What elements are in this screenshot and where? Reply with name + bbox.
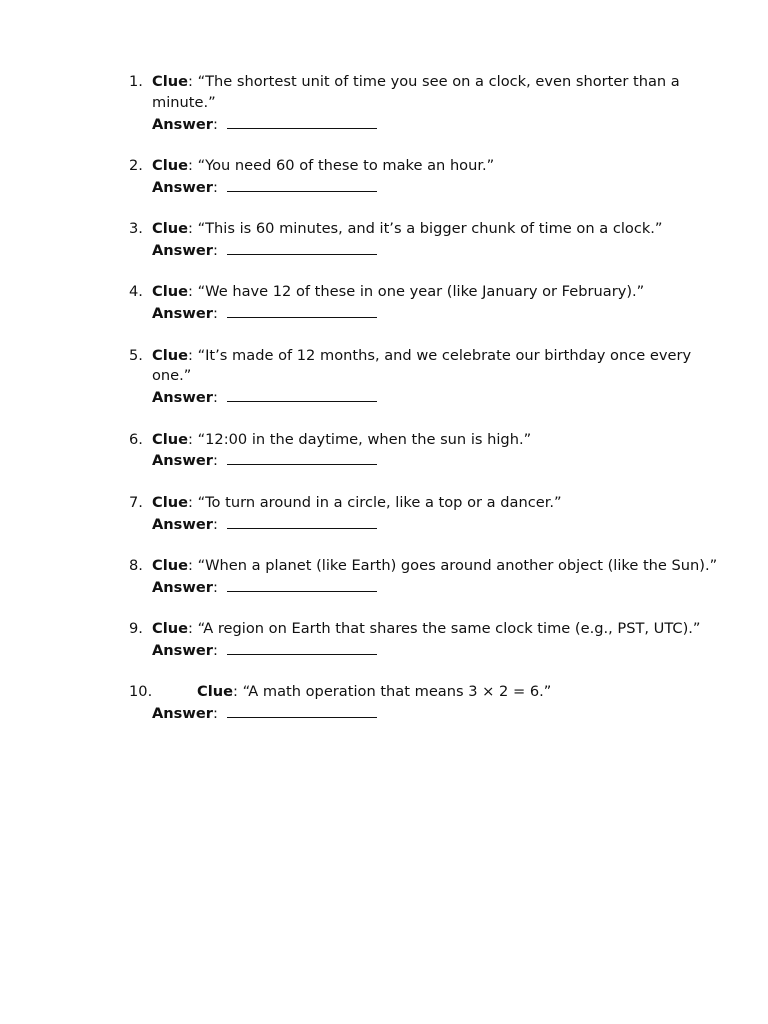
- separator: :: [212, 515, 223, 533]
- answer-label: Answer: [152, 578, 213, 596]
- answer-line: [152, 640, 719, 662]
- separator: :: [212, 115, 223, 133]
- answer-label: Answer: [152, 641, 213, 659]
- answer-label: Answer: [152, 241, 213, 259]
- item-number: 2.: [129, 156, 143, 174]
- clue-text: “We have 12 of these in one year (like January or February).”: [197, 283, 645, 301]
- item-number: 1.: [129, 73, 143, 90]
- clue-list: [129, 72, 719, 745]
- clue-text: “A region on Earth that shares the same clock time (e.g., PST, UTC).”: [197, 620, 701, 638]
- clue-line: [152, 156, 719, 177]
- separator: :: [212, 641, 223, 659]
- clue-text: “A math operation that means 3 × 2 = 6.”: [242, 683, 552, 701]
- answer-blank[interactable]: [227, 450, 377, 465]
- item-number: 7.: [129, 493, 143, 511]
- item-number: 5.: [129, 346, 143, 364]
- separator: :: [212, 705, 223, 723]
- separator: :: [188, 346, 198, 364]
- clue-label: Clue: [152, 156, 188, 174]
- separator: :: [188, 220, 198, 238]
- clue-text: “When a planet (like Earth) goes around another object (like the Sun).”: [197, 556, 718, 574]
- clue-line: [152, 219, 719, 240]
- answer-line: [152, 514, 719, 536]
- clue-label: Clue: [152, 430, 188, 448]
- separator: :: [212, 578, 223, 596]
- separator: :: [188, 620, 198, 638]
- separator: :: [188, 283, 198, 301]
- answer-line: [152, 240, 719, 262]
- item-number: 6.: [129, 430, 143, 448]
- answer-label: Answer: [152, 705, 213, 723]
- separator: :: [188, 430, 198, 448]
- item-number: 9.: [129, 620, 143, 638]
- clue-text: “This is 60 minutes, and it’s a bigger chunk of time on a clock.”: [197, 220, 663, 238]
- answer-blank[interactable]: [227, 114, 377, 129]
- list-item: [129, 219, 719, 262]
- clue-label: Clue: [152, 493, 188, 511]
- answer-line: [152, 114, 719, 136]
- separator: :: [212, 389, 223, 407]
- list-item: [129, 282, 719, 325]
- answer-line: [152, 450, 719, 472]
- separator: :: [212, 241, 223, 259]
- answer-label: Answer: [152, 305, 213, 323]
- clue-label: Clue: [152, 73, 188, 90]
- answer-blank[interactable]: [227, 514, 377, 529]
- separator: :: [212, 178, 223, 196]
- item-number: 8.: [129, 556, 143, 574]
- answer-blank[interactable]: [227, 303, 377, 318]
- answer-label: Answer: [152, 115, 213, 133]
- clue-line: [152, 282, 719, 303]
- separator: :: [188, 156, 198, 174]
- answer-blank[interactable]: [227, 640, 377, 655]
- clue-line: [152, 556, 719, 577]
- list-item: [129, 156, 719, 199]
- clue-line: [152, 619, 719, 640]
- answer-line: [152, 703, 719, 725]
- answer-label: Answer: [152, 515, 213, 533]
- clue-label: Clue: [152, 283, 188, 301]
- answer-line: [152, 303, 719, 325]
- separator: :: [188, 493, 198, 511]
- list-item: [129, 682, 719, 725]
- separator: :: [188, 556, 198, 574]
- list-item: [129, 72, 719, 135]
- answer-line: [152, 177, 719, 199]
- list-item: [129, 556, 719, 599]
- clue-text: “The shortest unit of time you see on a clock, even shorter than a minute.”: [152, 73, 680, 111]
- answer-blank[interactable]: [227, 240, 377, 255]
- clue-line: [152, 72, 719, 114]
- answer-blank[interactable]: [227, 703, 377, 718]
- answer-label: Answer: [152, 178, 213, 196]
- clue-text: “It’s made of 12 months, and we celebrate our birthday once every one.”: [152, 346, 692, 385]
- separator: :: [188, 73, 198, 90]
- answer-label: Answer: [152, 452, 213, 470]
- clue-label: Clue: [197, 683, 233, 701]
- clue-line: [152, 346, 719, 388]
- answer-line: [152, 577, 719, 599]
- item-number: 10.: [129, 683, 153, 701]
- clue-label: Clue: [152, 556, 188, 574]
- list-item: [129, 619, 719, 662]
- list-item: [129, 493, 719, 536]
- answer-line: [152, 387, 719, 409]
- clue-line: [152, 682, 719, 703]
- clue-text: “You need 60 of these to make an hour.”: [197, 156, 495, 174]
- separator: :: [212, 305, 223, 323]
- clue-text: “To turn around in a circle, like a top or a dancer.”: [197, 493, 562, 511]
- separator: :: [233, 683, 243, 701]
- clue-label: Clue: [152, 620, 188, 638]
- clue-line: [152, 430, 719, 451]
- list-item: [129, 430, 719, 473]
- clue-line: [152, 493, 719, 514]
- answer-label: Answer: [152, 389, 213, 407]
- list-item: [129, 346, 719, 409]
- clue-text: “12:00 in the daytime, when the sun is high.”: [197, 430, 532, 448]
- clue-label: Clue: [152, 220, 188, 238]
- answer-blank[interactable]: [227, 177, 377, 192]
- clue-label: Clue: [152, 346, 188, 364]
- answer-blank[interactable]: [227, 577, 377, 592]
- separator: :: [212, 452, 223, 470]
- item-number: 4.: [129, 283, 143, 301]
- item-number: 3.: [129, 220, 143, 238]
- answer-blank[interactable]: [227, 387, 377, 402]
